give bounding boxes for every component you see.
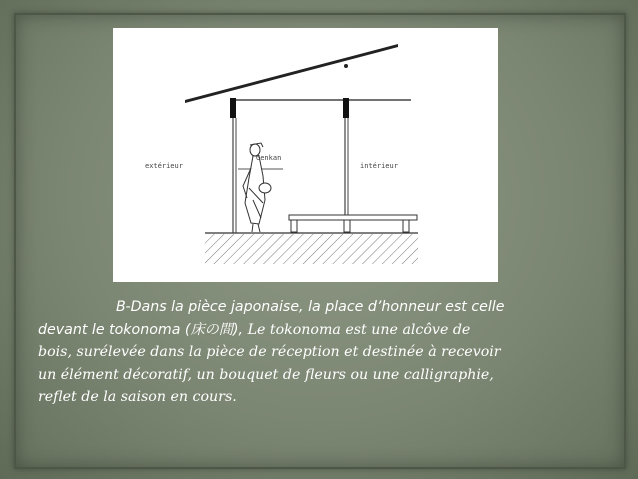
body-paragraph xyxy=(38,296,618,409)
post-cap-left xyxy=(230,98,236,118)
post-cap-right xyxy=(343,98,349,118)
label-exterior: extérieur xyxy=(145,162,183,170)
text-line-2-part-a: devant le tokonoma (床の間), xyxy=(38,321,248,338)
ground-hatch xyxy=(205,234,418,264)
text-line-2-part-b: Le tokonoma est une alcôve de xyxy=(247,321,471,338)
label-genkan: Genkan xyxy=(256,154,282,162)
text-line-4: un élément décoratif, un bouquet de fleurs ou une calligraphie, xyxy=(38,366,494,383)
text-line-1: B-Dans la pièce japonaise, la place d’honneur est celle xyxy=(116,299,505,315)
text-line-5: reflet de la saison en cours. xyxy=(38,389,237,405)
raised-floor xyxy=(289,215,417,220)
label-interior: intérieur xyxy=(360,162,398,170)
roof-dot xyxy=(344,64,348,68)
text-line-3: bois, surélevée dans la pièce de réception et destinée à recevoir xyxy=(38,344,501,360)
house-diagram xyxy=(113,28,498,282)
roof xyxy=(185,44,398,103)
text-line-2 xyxy=(38,319,618,342)
